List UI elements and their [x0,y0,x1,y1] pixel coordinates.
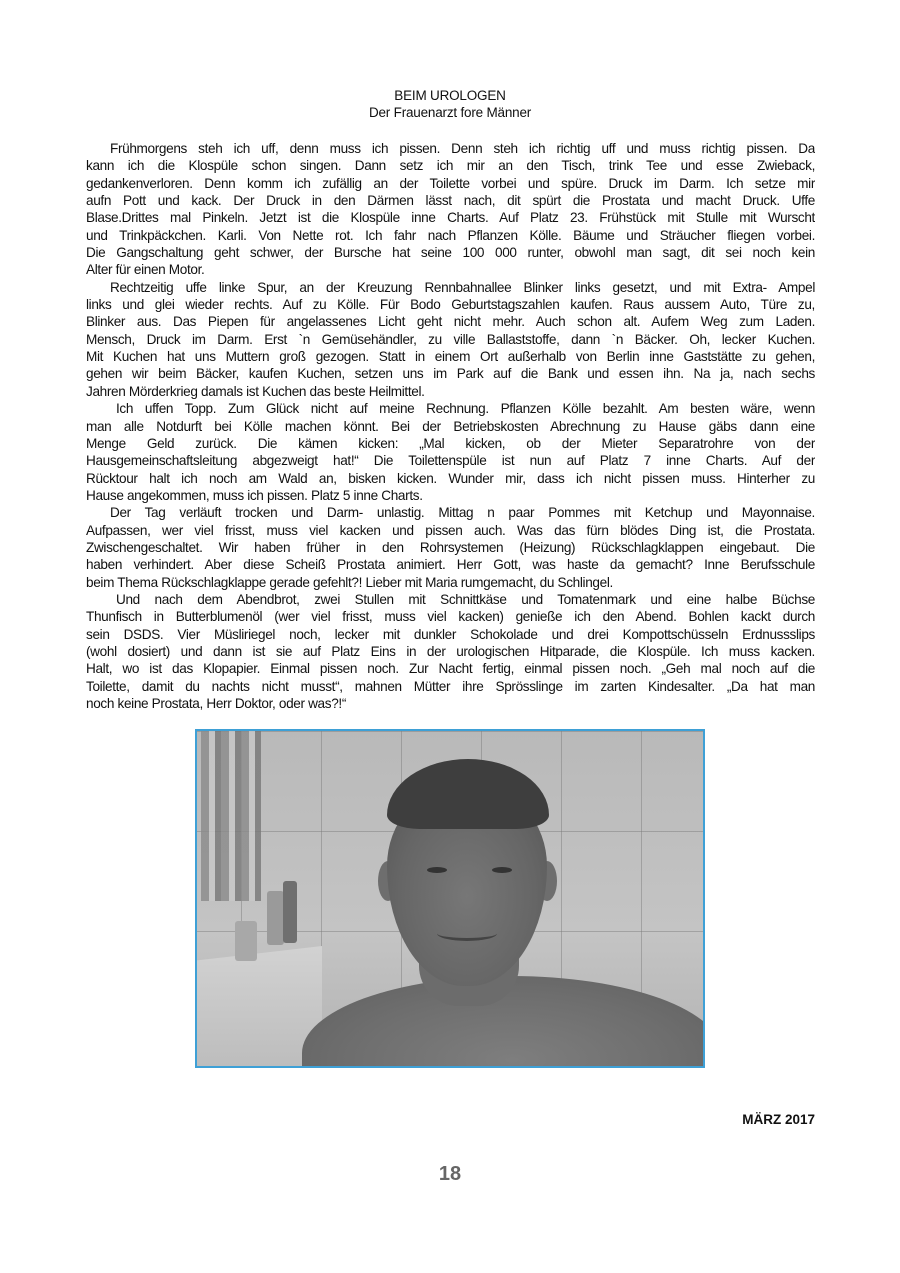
article-title: BEIM UROLOGEN [394,88,506,103]
text-line: gehen wir beim Bäcker, kaufen Kuchen, setzen uns im Park auf die Bank und essen ihn. Na ja, nach sechs [86,366,815,382]
text-line: Jahren Mörderkrieg damals ist Kuchen das beste Heilmittel. [86,383,425,399]
bottle [235,921,257,961]
text-line: Ich uffen Topp. Zum Glück nicht auf meine Rechnung. Pflanzen Kölle bezahlt. Am besten wäre, wenn [116,401,815,417]
text-line: Halt, wo ist das Klopapier. Einmal pissen noch. Zur Nacht fertig, einmal pissen noch. „Geh mal noch auf die [86,661,815,677]
text-line: Blinker aus. Das Piepen für angelassenes Licht geht nicht mehr. Auch schon alt. Aufem Weg zum Laden. [86,314,815,330]
text-line: beim Thema Rückschlagklappe gerade gefehlt?! Lieber mit Maria rumgemacht, du Schlingel. [86,574,613,590]
text-line: Blase.Drittes mal Pinkeln. Jetzt ist die Klospüle inne Charts. Auf Platz 23. Frühstück mit Stulle mit Wurscht [86,210,815,226]
text-line: haben verhindert. Aber diese Scheiß Prostata animiert. Herr Gott, was haste da gemacht? Inne Berufsschule [86,557,815,573]
text-line: Frühmorgens steh ich uff, denn muss ich pissen. Denn steh ich richtig uff und muss richtig pissen. Da [110,141,815,156]
text-line: kann ich die Klospüle schon singen. Dann setz ich mir an den Tisch, trink Tee und esse Zwieback, [86,158,815,174]
text-line: Der Tag verläuft trocken und Darm- unlastig. Mittag n paar Pommes mit Ketchup und Mayonnaise. [110,505,815,521]
text-line: Alter für einen Motor. [86,262,205,278]
issue-date: MÄRZ 2017 [742,1112,815,1127]
text-line: Rechtzeitig uffe linke Spur, an der Kreuzung Rennbahnallee Blinker links gesetzt, und mit Extra- Ampel [110,279,815,295]
paragraph [86,140,815,279]
paragraph [86,279,815,400]
paragraph [86,400,815,504]
portrait-photo [195,729,705,1068]
text-line: Hause angekommen, muss ich pissen. Platz 5 inne Charts. [86,487,423,503]
text-line: Aufpassen, wer viel frisst, muss viel kacken und pissen auch. Was das fürn blödes Ding ist, die Prostata. [86,522,815,538]
text-line: sein DSDS. Vier Müsliriegel noch, lecker mit dunkler Schokolade und drei Kompottschüsseln Erdnussslips [86,626,815,642]
page-number: 18 [438,1163,462,1185]
person-mouth [437,926,497,941]
text-line: Mit Kuchen hat uns Muttern groß gezogen. Statt in einem Ort außerhalb von Berlin inne Gaststätte zu gehen, [86,349,815,365]
text-line: aufn Pott und kack. Der Druck in den Därmen lässt nach, dit spürt die Prostata und macht Druck. Uffe [86,193,815,209]
person-eye [492,867,512,873]
text-line: Die Gangschaltung geht schwer, der Bursche hat seine 100 000 runter, obwohl man sagt, dit sei noch kein [86,245,815,261]
text-line: Rücktour halt ich noch am Wald an, bisken kicken. Wunder mir, dass ich nicht pissen muss. Hinterher zu [86,470,815,486]
shelf [201,731,261,901]
text-line: noch keine Prostata, Herr Doktor, oder was?!“ [86,696,347,711]
text-line: man alle Notdurft bei Kölle machen könnt. Bei der Betriebskosten Abrechnung zu Hause gäbs dann eine [86,418,815,434]
text-line: Hausgemeinschaftsleitung abgezweigt hat!“ Die Toilettenspüle ist nun auf Platz 7 inne Charts. Auf der [86,453,815,469]
text-line: Thunfisch in Butterblumenöl (wer viel frisst, muss viel kacken) genieße ich den Abend. Bohlen kackt durch [86,609,815,625]
paragraph [86,504,815,591]
text-line: gedankenverloren. Denn komm ich zufällig an der Toilette vorbei und spüre. Druck im Darm. Ich setze mir [86,175,815,191]
text-line: (wohl dosiert) und dann ist sie auf Platz Eins in der urologischen Hitparade, die Klospüle. Ich muss kacken. [86,643,815,659]
bottle [267,891,284,945]
text-line: Mensch, Druck im Darm. Erst `n Gemüsehändler, zu ville Ballaststoffe, dann `n Bäcker. Oh, lecker Kuchen. [86,331,815,347]
text-line: links und glei wieder rechts. Auf zu Kölle. Für Bodo Geburtstagszahlen kaufen. Raus aussem Auto, Türe zu, [86,297,815,313]
text-line: Menge Geld zurück. Die kämen kicken: „Mal kicken, ob der Mieter Separatrohre von der [86,435,815,451]
text-line: Toilette, damit du nachts nicht musst“, mahnen Mütter ihre Sprösslinge im zarten Kindesalter. „Da hat man [86,678,815,694]
text-line: Und nach dem Abendbrot, zwei Stullen mit Schnittkäse und Tomatenmark und eine halbe Büchse [116,591,815,607]
paragraph [86,591,815,712]
article-body [86,140,815,712]
text-line: und Trinkpäckchen. Karli. Von Nette rot. Ich fahr nach Pflanzen Kölle. Bäume und Sträucher fliegen vorbei. [86,227,815,243]
text-line: Zwischengeschaltet. Wir haben früher in den Rohrsystemen (Heizung) Rückschlagklappen eingebaut. Die [86,539,815,555]
person-eye [427,867,447,873]
article-subtitle: Der Frauenarzt fore Männer [368,105,532,120]
bottle [283,881,297,943]
